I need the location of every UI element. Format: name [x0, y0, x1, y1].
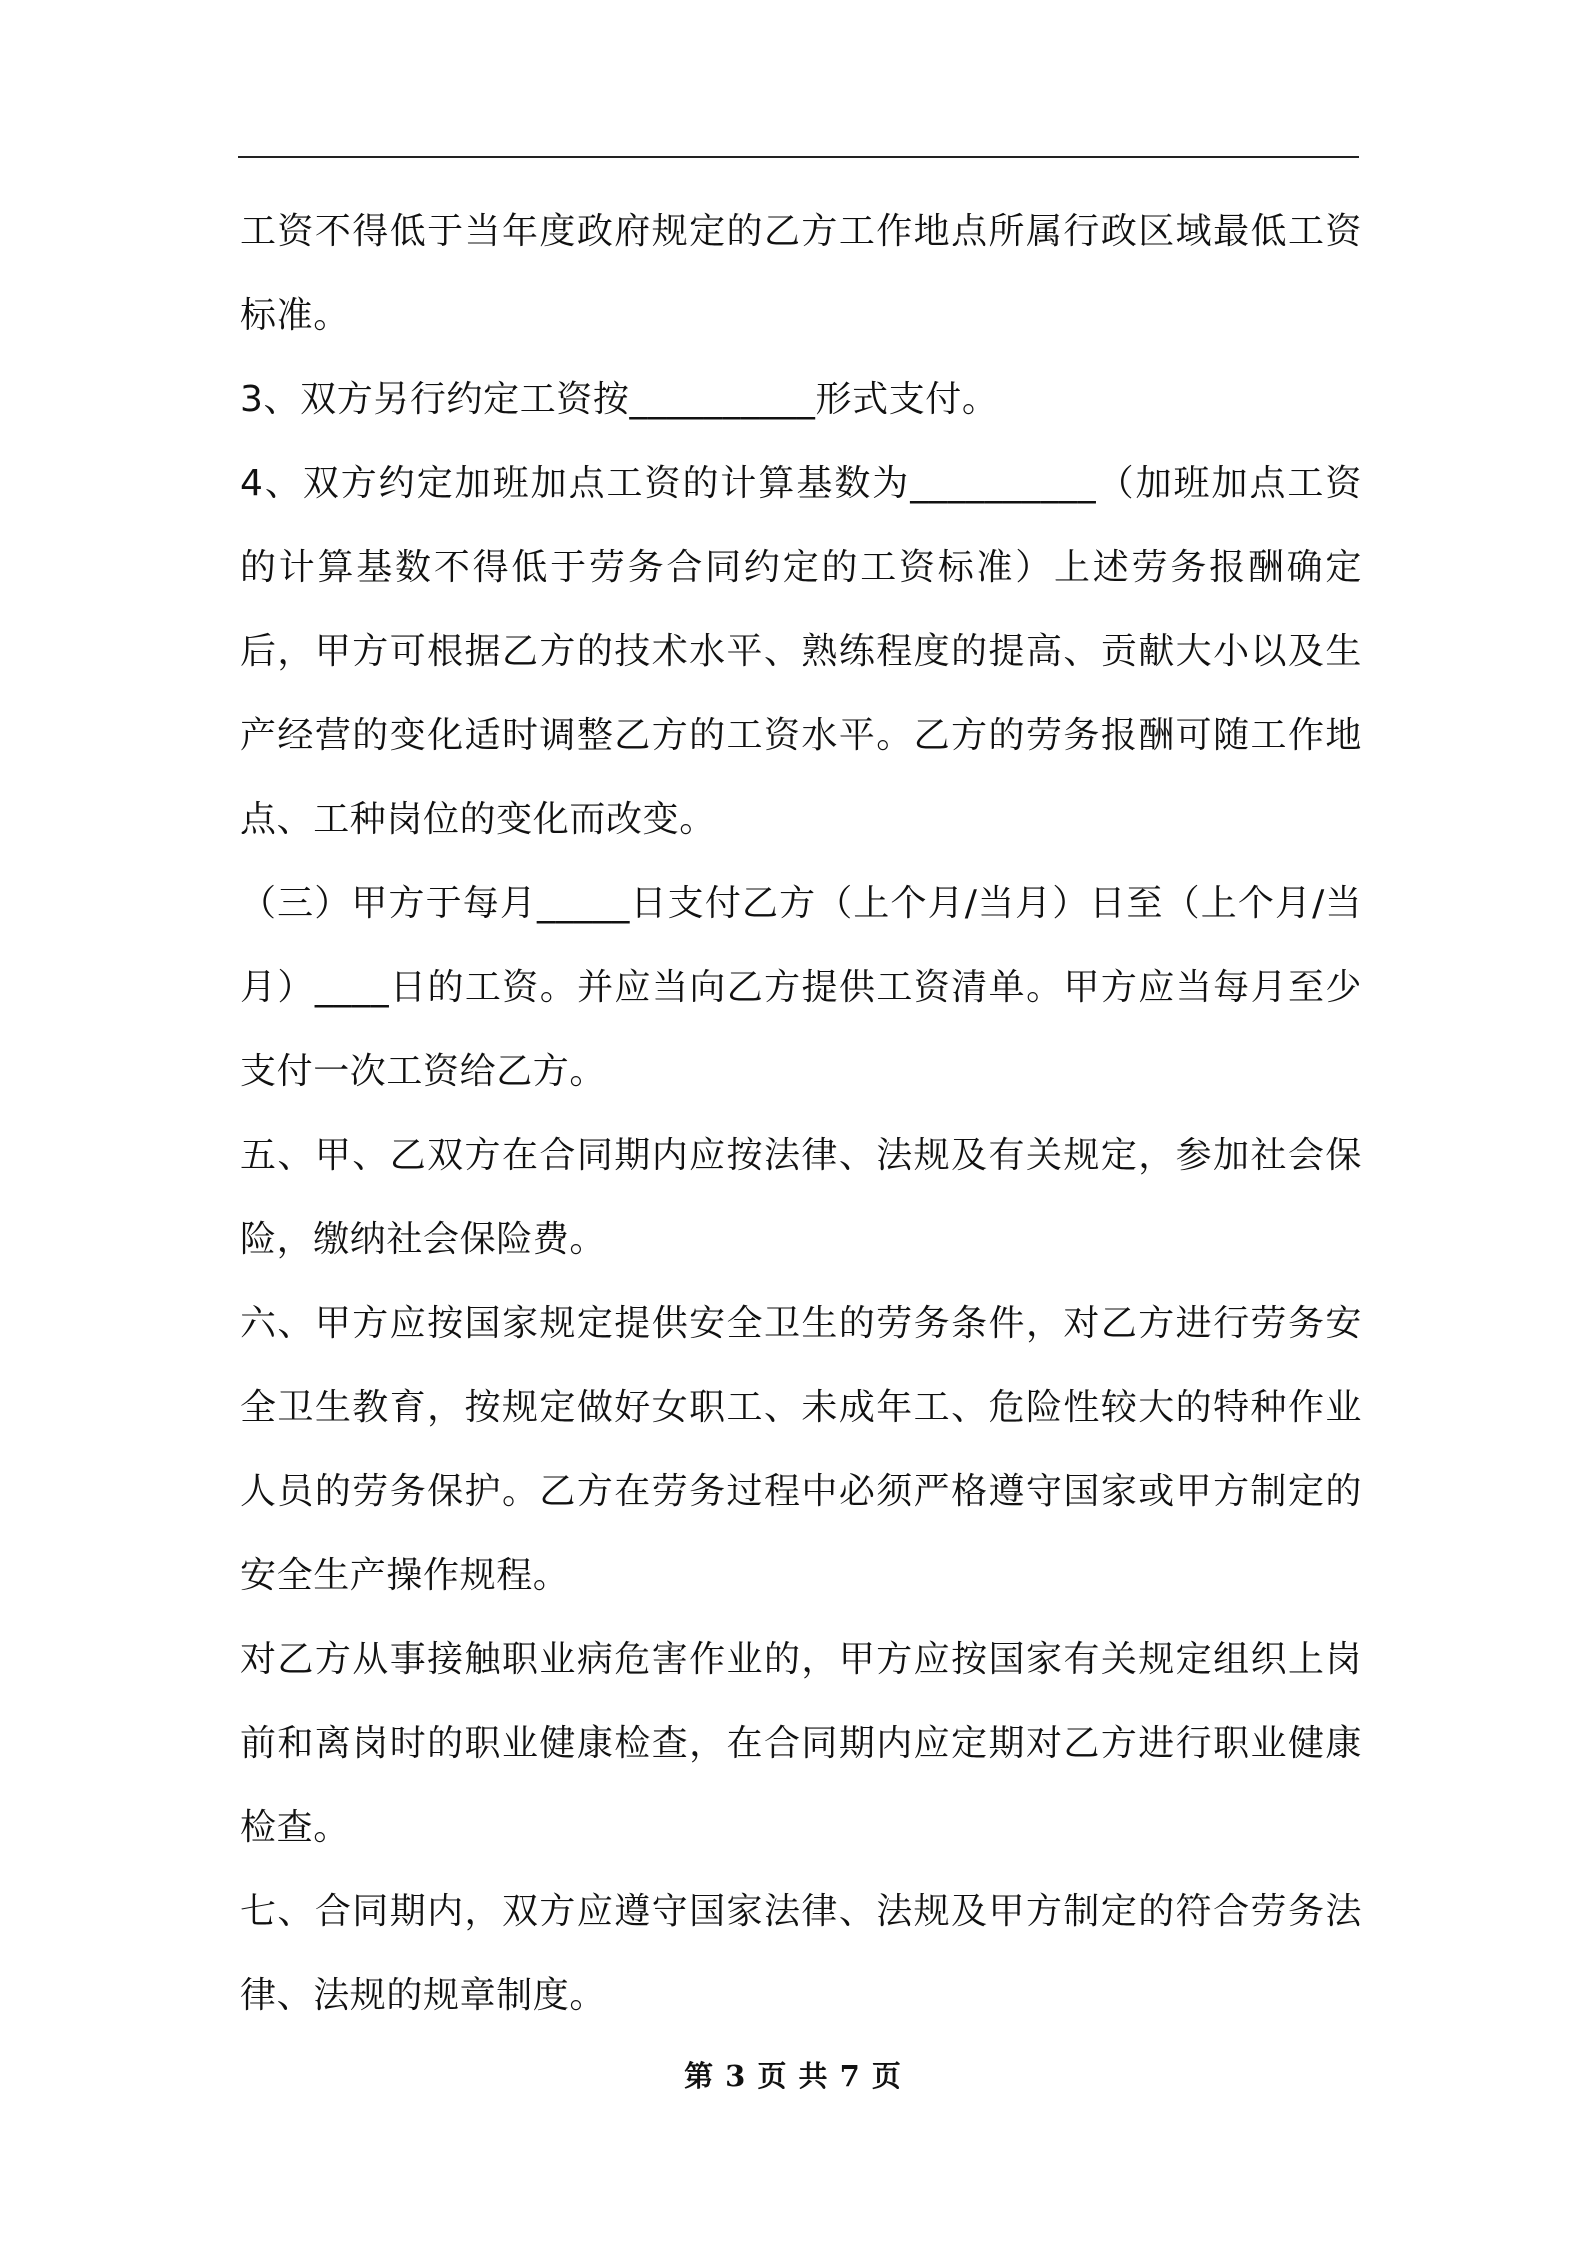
header-rule — [238, 156, 1359, 158]
paragraph-overtime-base: 4、双方约定加班加点工资的计算基数为__________（加班加点工资的计算基数不得低于劳务合同约定的工资标准）上述劳务报酬确定后，甲方可根据乙方的技术水平、熟练程度的提高、贡献大小以及生产经营的变化适时调整乙方的工资水平。乙方的劳务报酬可随工作地点、工种岗位的变化而改变。 — [240, 463, 1362, 840]
paragraph-social-insurance: 五、甲、乙双方在合同期内应按法律、法规及有关规定，参加社会保险，缴纳社会保险费。 — [240, 1135, 1362, 1260]
paragraph-safety-conditions: 六、甲方应按国家规定提供安全卫生的劳务条件，对乙方进行劳务安全卫生教育，按规定做好女职工、未成年工、危险性较大的特种作业人员的劳务保护。乙方在劳务过程中必须严格遵守国家或甲方制定的安全生产操作规程。 — [240, 1303, 1362, 1596]
paragraph-wage-payment-form: 3、双方另行约定工资按__________形式支付。 — [240, 379, 999, 420]
paragraph-rules-compliance: 七、合同期内，双方应遵守国家法律、法规及甲方制定的符合劳务法律、法规的规章制度。 — [240, 1891, 1362, 2016]
document-body — [240, 190, 1362, 2038]
page-number: 第 3 页 共 7 页 — [684, 2059, 902, 2093]
paragraph-payment-date: （三）甲方于每月_____日支付乙方（上个月/当月）日至（上个月/当月）____日的工资。并应当向乙方提供工资清单。甲方应当每月至少支付一次工资给乙方。 — [240, 883, 1362, 1092]
paragraph-wage-minimum: 工资不得低于当年度政府规定的乙方工作地点所属行政区域最低工资标准。 — [240, 211, 1362, 336]
paragraph-health-check: 对乙方从事接触职业病危害作业的，甲方应按国家有关规定组织上岗前和离岗时的职业健康检查，在合同期内应定期对乙方进行职业健康检查。 — [240, 1639, 1362, 1848]
